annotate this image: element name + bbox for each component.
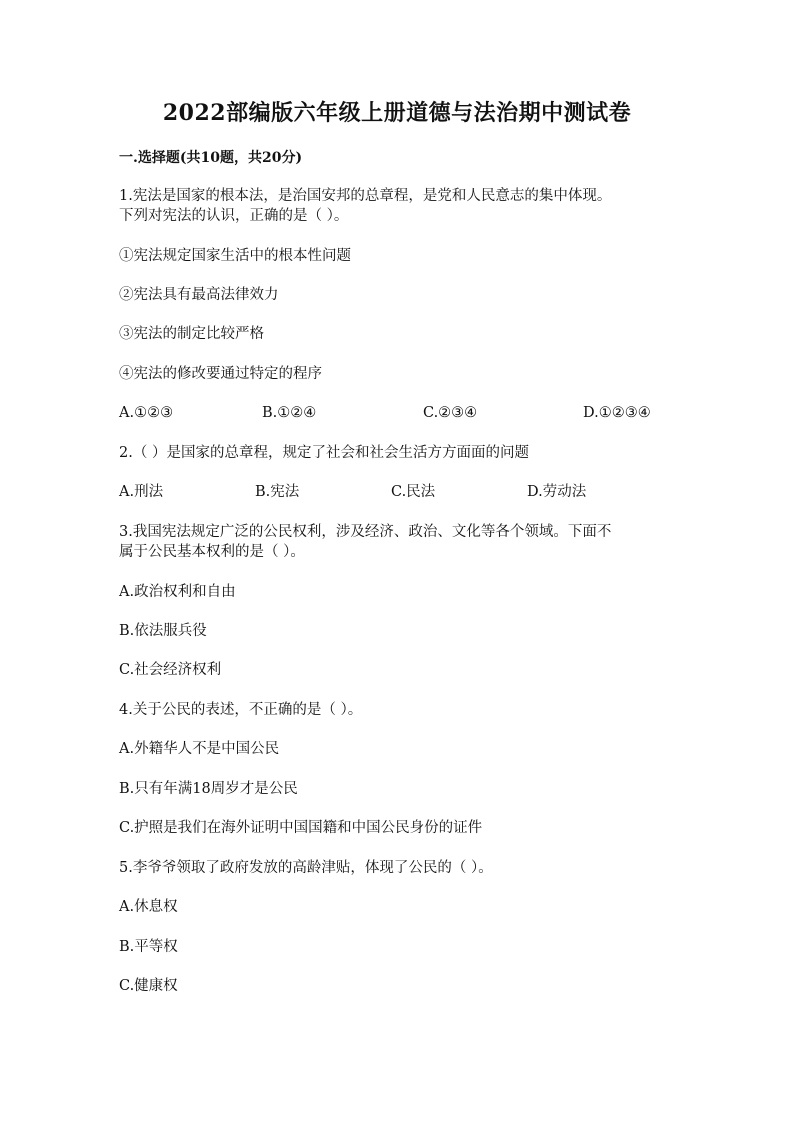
question-5-option-c: C.健康权: [119, 978, 178, 994]
question-1-option-a: A.①②③: [119, 405, 174, 421]
question-4-option-b: B.只有年满18周岁才是公民: [119, 781, 298, 797]
question-2-option-c: C.民法: [391, 484, 436, 500]
question-3-stem-line-2: 属于公民基本权利的是（ ）。: [119, 544, 305, 560]
section-heading: 一.选择题(共10题，共20分): [119, 150, 303, 166]
question-5-stem: 5.李爷爷领取了政府发放的高龄津贴，体现了公民的（ ）。: [119, 860, 493, 876]
question-2-option-b: B.宪法: [255, 484, 300, 500]
question-1-statement-4: ④宪法的修改要通过特定的程序: [119, 366, 322, 382]
question-3-option-b: B.依法服兵役: [119, 623, 207, 639]
question-5-option-b: B.平等权: [119, 939, 178, 955]
question-2-option-a: A.刑法: [119, 484, 164, 500]
question-1-statement-2: ②宪法具有最高法律效力: [119, 287, 279, 303]
question-1-statement-1: ①宪法规定国家生活中的根本性问题: [119, 248, 351, 264]
question-5-option-a: A.休息权: [119, 899, 178, 915]
question-4-option-a: A.外籍华人不是中国公民: [119, 741, 280, 757]
question-1-option-d: D.①②③④: [583, 405, 651, 421]
question-1-option-c: C.②③④: [423, 405, 478, 421]
question-3-option-c: C.社会经济权利: [119, 662, 222, 678]
question-2-stem: 2.（ ）是国家的总章程，规定了社会和社会生活方方面面的问题: [119, 445, 529, 461]
question-1-statement-3: ③宪法的制定比较严格: [119, 326, 264, 342]
question-1-stem-line-2: 下列对宪法的认识，正确的是（ ）。: [119, 208, 349, 224]
question-4-option-c: C.护照是我们在海外证明中国国籍和中国公民身份的证件: [119, 820, 483, 836]
question-1-option-b: B.①②④: [262, 405, 317, 421]
page-title: 2022部编版六年级上册道德与法治期中测试卷: [162, 100, 632, 126]
question-3-option-a: A.政治权利和自由: [119, 584, 236, 600]
question-1-stem-line-1: 1.宪法是国家的根本法，是治国安邦的总章程，是党和人民意志的集中体现。: [119, 188, 612, 204]
question-2-option-d: D.劳动法: [527, 484, 587, 500]
question-4-stem: 4.关于公民的表述，不正确的是（ ）。: [119, 702, 363, 718]
question-3-stem-line-1: 3.我国宪法规定广泛的公民权利，涉及经济、政治、文化等各个领域。下面不: [119, 524, 612, 540]
